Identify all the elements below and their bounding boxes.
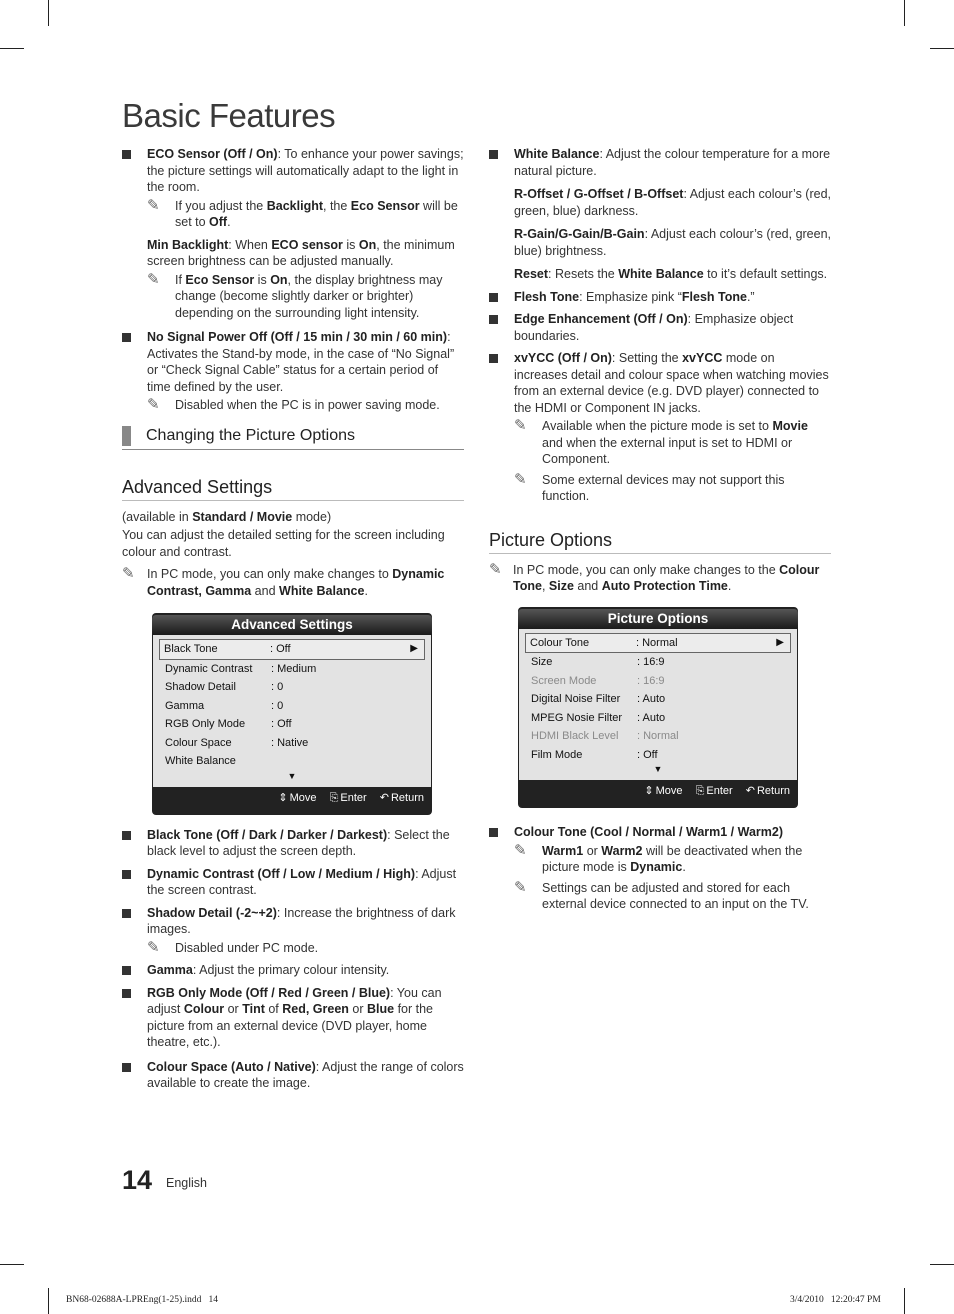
list-item-white-balance	[489, 146, 831, 283]
bullet-icon	[489, 315, 498, 324]
menu-body	[519, 629, 797, 781]
item-term: Blue	[367, 1002, 395, 1016]
crop-mark	[904, 0, 905, 26]
crop-mark	[48, 0, 49, 26]
note-text: .	[682, 860, 686, 874]
crop-mark	[0, 1264, 24, 1265]
pc-mode-note	[489, 562, 831, 595]
move-hint: Move	[655, 785, 683, 797]
menu-body	[153, 635, 431, 787]
item-heading: Flesh Tone	[514, 289, 580, 304]
item-heading: Dynamic Contrast (Off / Low / Medium / High)	[147, 866, 416, 881]
crop-mark	[930, 48, 954, 49]
note-term: White Balance	[279, 583, 365, 598]
item-term: ECO sensor	[271, 237, 343, 252]
note	[147, 397, 464, 414]
item-heading: RGB Only Mode (Off / Red / Green / Blue)	[147, 985, 391, 1000]
menu-row-value: : 16:9	[637, 656, 665, 668]
pencil-note-icon: ✎	[514, 470, 527, 488]
item-heading: R-Gain/G-Gain/B-Gain	[514, 227, 645, 241]
note-term: Dynamic Contrast, Gamma	[147, 567, 445, 598]
menu-row-size[interactable]	[519, 653, 797, 672]
footer-filename: BN68-02688A-LPREng(1-25).indd 14	[66, 1295, 218, 1305]
page-language: English	[166, 1176, 207, 1190]
menu-row-label: Film Mode	[531, 748, 583, 761]
list-item-rgb-only-mode	[122, 985, 464, 1051]
arrow-right-icon: ▶	[410, 643, 418, 654]
item-text: : Increase the brightness of dark images.	[147, 905, 456, 936]
item-heading: ECO Sensor (Off / On)	[147, 147, 278, 161]
list-item-shadow-detail	[122, 905, 464, 957]
crop-mark	[0, 48, 24, 49]
menu-row-label: Dynamic Contrast	[165, 662, 253, 675]
page-number: 14	[122, 1165, 153, 1195]
item-heading: White Balance	[514, 147, 600, 161]
menu-row-value: : Off	[637, 748, 658, 761]
menu-footer	[160, 787, 424, 809]
text: (available in	[122, 509, 193, 524]
return-icon: ↶	[745, 785, 755, 797]
bullet-icon	[489, 150, 498, 159]
note-text: Disabled under PC mode.	[175, 940, 319, 955]
note-text: and when the external input is set to HDMI or Component.	[542, 435, 793, 466]
menu-row-mpeg-noise-filter[interactable]	[519, 709, 797, 728]
item-term: Red, Green	[282, 1002, 349, 1016]
scroll-down-icon[interactable]: ▼	[287, 770, 297, 781]
item-text: : Adjust the primary colour intensity.	[192, 963, 390, 977]
reset-paragraph	[514, 266, 831, 283]
note-text: ,	[541, 579, 549, 593]
menu-row-value: : 0	[271, 681, 284, 693]
note-text: , the	[323, 198, 351, 213]
section-bar	[122, 426, 131, 446]
note	[514, 472, 831, 505]
note-text: In PC mode, you can only make changes to the	[513, 562, 780, 577]
item-heading: Colour Space (Auto / Native)	[147, 1059, 316, 1074]
item-heading: Edge Enhancement (Off / On)	[514, 312, 688, 326]
item-text: : Adjust the range of colors available to create the image.	[147, 1059, 464, 1090]
menu-row-value: : Normal	[637, 730, 679, 742]
footer-timestamp: 3/4/2010 12:20:47 PM	[790, 1295, 881, 1305]
item-text: : Emphasize pink “	[579, 289, 682, 304]
note-term: Dynamic	[630, 860, 683, 874]
bullet-icon	[122, 909, 131, 918]
menu-row-value: : 0	[271, 699, 284, 712]
advanced-settings-heading: Advanced Settings	[122, 476, 464, 501]
pencil-note-icon: ✎	[489, 560, 502, 578]
return-hint: Return	[390, 791, 424, 804]
item-text: : Adjust each colour’s (red, green, blue) brightness.	[514, 227, 832, 258]
menu-row-colour-tone[interactable]	[525, 633, 791, 654]
note-text: or	[583, 843, 602, 858]
item-heading: Shadow Detail (-2~+2)	[147, 905, 277, 920]
note-text: Settings can be adjusted and stored for each external device connected to an input on the TV.	[542, 880, 809, 911]
item-text: mode on increases detail and colour space when watching movies from an external device (e.g. DVD player) connected to the HDMI or Component IN jacks.	[514, 351, 829, 415]
item-term: Colour	[183, 1002, 225, 1016]
list-item-black-tone	[122, 827, 464, 860]
bullet-icon	[122, 333, 131, 342]
menu-row-label: White Balance	[165, 755, 236, 767]
page-title: Basic Features	[122, 97, 336, 134]
move-icon: ⇕	[644, 785, 654, 797]
item-text: : Select the black level to adjust the screen depth.	[147, 827, 450, 858]
note	[514, 880, 831, 913]
item-text: or	[224, 1002, 243, 1016]
menu-footer	[526, 780, 790, 802]
crop-mark	[904, 1288, 905, 1314]
note-text: .	[727, 579, 732, 593]
note-text: , the display brightness may change (become slightly darker or brighter) depending on the surrounding light intensity.	[175, 272, 443, 320]
note-text: .	[364, 583, 368, 598]
note-term: Warm2	[601, 843, 643, 858]
bullet-icon	[122, 966, 131, 975]
note	[147, 940, 464, 957]
item-text: of	[264, 1002, 283, 1016]
list-item-gamma	[122, 962, 464, 979]
section-heading	[122, 426, 464, 450]
enter-hint: Enter	[706, 785, 733, 797]
bullet-icon	[489, 293, 498, 302]
list-item-colour-space	[122, 1059, 464, 1092]
note-term: On	[270, 272, 288, 287]
list-item-dynamic-contrast	[122, 866, 464, 899]
item-text: : To enhance your power savings; the picture settings will automatically adapt to the light in the room.	[147, 147, 464, 194]
note	[147, 198, 464, 231]
menu-row-label: HDMI Black Level	[531, 730, 619, 742]
menu-row-rgb-only-mode[interactable]	[153, 715, 431, 734]
note-term: Warm1	[542, 843, 584, 858]
list-item-flesh-tone	[489, 289, 831, 306]
item-text: : You can adjust	[147, 985, 442, 1016]
menu-row-hdmi-black-level	[519, 727, 797, 746]
item-text: : Resets the	[548, 267, 619, 281]
note	[514, 843, 831, 876]
note-text: and	[251, 583, 280, 598]
item-text: : Adjust each colour’s (red, green, blue) darkness.	[514, 187, 831, 218]
picture-options-heading: Picture Options	[489, 529, 831, 554]
note-term: Colour Tone	[513, 562, 820, 593]
menu-row-label: Digital Noise Filter	[531, 693, 621, 705]
item-term: White Balance	[618, 267, 704, 281]
note-term: Eco Sensor	[185, 272, 255, 287]
menu-row-colour-space[interactable]	[153, 734, 431, 753]
pencil-note-icon: ✎	[147, 196, 160, 214]
menu-row-label: Screen Mode	[531, 674, 597, 687]
item-text: , the minimum screen brightness can be adjusted manually.	[147, 237, 455, 268]
menu-row-digital-noise-filter[interactable]	[519, 690, 797, 709]
pencil-note-icon: ✎	[514, 878, 527, 896]
note-text: is	[254, 272, 271, 287]
return-icon: ↶	[379, 791, 389, 804]
enter-icon: ⎘	[329, 791, 339, 804]
note-text: and	[573, 579, 602, 593]
menu-row-label: Colour Tone	[530, 636, 590, 649]
bullet-icon	[489, 354, 498, 363]
menu-row-black-tone[interactable]	[159, 639, 425, 660]
item-text: for the picture from an external device (DVD player, home theatre, etc.).	[147, 1002, 434, 1049]
item-text: : Adjust the colour temperature for a more natural picture.	[514, 147, 831, 178]
menu-row-gamma[interactable]	[153, 697, 431, 716]
right-column	[489, 146, 831, 919]
left-column	[122, 146, 464, 1098]
item-term: Flesh Tone	[681, 289, 747, 304]
note	[514, 418, 831, 468]
menu-row-value: : Auto	[637, 711, 666, 724]
list-item-colour-tone	[489, 824, 831, 913]
item-term: On	[358, 237, 377, 252]
note	[147, 272, 464, 322]
menu-row-shadow-detail[interactable]	[153, 678, 431, 697]
item-text: : Activates the Stand-by mode, in the case of “No Signal” or “Check Signal Cable” status for a certain period of time defined by the user.	[147, 330, 455, 394]
item-heading: xvYCC (Off / On)	[514, 351, 612, 365]
text: mode)	[292, 509, 332, 524]
advanced-description: You can adjust the detailed setting for the screen including colour and contrast.	[122, 528, 445, 559]
note-text: .	[227, 215, 231, 229]
menu-row-label: RGB Only Mode	[165, 718, 246, 730]
item-heading: No Signal Power Off (Off / 15 min / 30 min / 60 min)	[147, 330, 448, 344]
menu-row-white-balance[interactable]	[153, 752, 431, 771]
pencil-note-icon: ✎	[147, 396, 160, 413]
picture-options-menu	[518, 607, 798, 809]
item-text: or	[348, 1002, 367, 1016]
note-text: In PC mode, you can only make changes to	[147, 567, 393, 581]
list-item-edge-enhancement	[489, 311, 831, 344]
menu-row-value: : Off	[271, 718, 292, 730]
advanced-settings-menu	[152, 613, 432, 815]
note-text: If you adjust the	[175, 198, 267, 213]
note-text: Available when the picture mode is set to	[542, 419, 773, 433]
item-heading: Gamma	[147, 963, 193, 977]
menu-row-dynamic-contrast[interactable]	[153, 660, 431, 679]
text-term: Standard / Movie	[192, 509, 293, 524]
menu-row-label: Gamma	[165, 699, 205, 712]
bullet-icon	[122, 1063, 131, 1072]
item-text: to it’s default settings.	[703, 267, 828, 281]
crop-mark	[930, 1264, 954, 1265]
item-text: : Setting the	[611, 351, 683, 365]
list-item-eco-sensor	[122, 146, 464, 321]
pencil-note-icon: ✎	[122, 565, 135, 582]
menu-row-label: Shadow Detail	[165, 681, 236, 693]
enter-icon: ⎘	[695, 785, 705, 797]
menu-header: Picture Options	[518, 609, 798, 629]
section-heading-text: Changing the Picture Options	[146, 426, 356, 444]
item-text: is	[342, 237, 359, 252]
pencil-note-icon: ✎	[147, 270, 160, 288]
note-term: Off	[209, 215, 228, 229]
menu-row-value: : Off	[270, 643, 291, 655]
list-item-xvycc	[489, 350, 831, 505]
item-text: : Adjust the screen contrast.	[147, 866, 457, 897]
note-term: Eco Sensor	[350, 198, 420, 213]
r-offset-paragraph	[514, 186, 831, 219]
move-hint: Move	[289, 791, 317, 804]
pc-mode-note	[122, 566, 464, 599]
menu-row-film-mode[interactable]	[519, 746, 797, 765]
menu-row-label: MPEG Nosie Filter	[531, 711, 623, 724]
crop-mark	[48, 1288, 49, 1314]
bullet-icon	[122, 150, 131, 159]
return-hint: Return	[756, 785, 790, 797]
pencil-note-icon: ✎	[514, 417, 527, 434]
menu-row-label: Colour Space	[165, 736, 232, 749]
bullet-icon	[122, 870, 131, 879]
pencil-note-icon: ✎	[514, 841, 527, 859]
item-text: : Emphasize object boundaries.	[514, 312, 794, 343]
bullet-icon	[122, 989, 131, 998]
note-text: Some external devices may not support this function.	[542, 472, 785, 503]
bullet-icon	[489, 828, 498, 837]
menu-row-label: Black Tone	[164, 643, 218, 655]
note-term: Size	[548, 579, 574, 593]
note-text: will be set to	[175, 198, 458, 229]
menu-row-value: : Native	[271, 736, 309, 749]
item-text: : When	[228, 237, 272, 252]
item-term: xvYCC	[682, 351, 723, 365]
scroll-down-icon[interactable]: ▼	[653, 764, 663, 774]
item-heading: Black Tone (Off / Dark / Darker / Darkest)	[147, 827, 388, 842]
move-icon: ⇕	[278, 791, 288, 804]
menu-row-value: : Medium	[271, 662, 317, 675]
note-text: will be deactivated when the picture mode is	[542, 843, 803, 874]
arrow-right-icon: ▶	[776, 636, 784, 648]
menu-row-value: : Auto	[637, 693, 666, 705]
item-heading: Reset	[514, 267, 549, 281]
menu-row-label: Size	[531, 656, 553, 668]
item-text: .”	[746, 289, 755, 304]
bullet-icon	[122, 831, 131, 840]
r-gain-paragraph	[514, 226, 831, 259]
menu-row-value: : 16:9	[637, 674, 665, 687]
item-heading: R-Offset / G-Offset / B-Offset	[514, 187, 684, 201]
note-term: Backlight	[266, 198, 323, 213]
availability-text	[122, 509, 464, 526]
menu-row-screen-mode	[519, 672, 797, 691]
item-heading: Min Backlight	[147, 237, 229, 252]
note-text: Disabled when the PC is in power saving mode.	[175, 398, 440, 412]
note-text: If	[175, 272, 186, 287]
pencil-note-icon: ✎	[147, 938, 160, 956]
menu-row-value: : Normal	[636, 636, 678, 649]
note-term: Movie	[772, 419, 808, 433]
item-heading: Colour Tone (Cool / Normal / Warm1 / Warm2)	[514, 825, 784, 839]
note-term: Auto Protection Time	[601, 579, 728, 593]
item-term: Tint	[242, 1002, 265, 1016]
menu-header: Advanced Settings	[152, 615, 432, 635]
list-item-no-signal-power-off	[122, 329, 464, 414]
min-backlight-paragraph	[147, 237, 464, 270]
enter-hint: Enter	[340, 791, 367, 804]
